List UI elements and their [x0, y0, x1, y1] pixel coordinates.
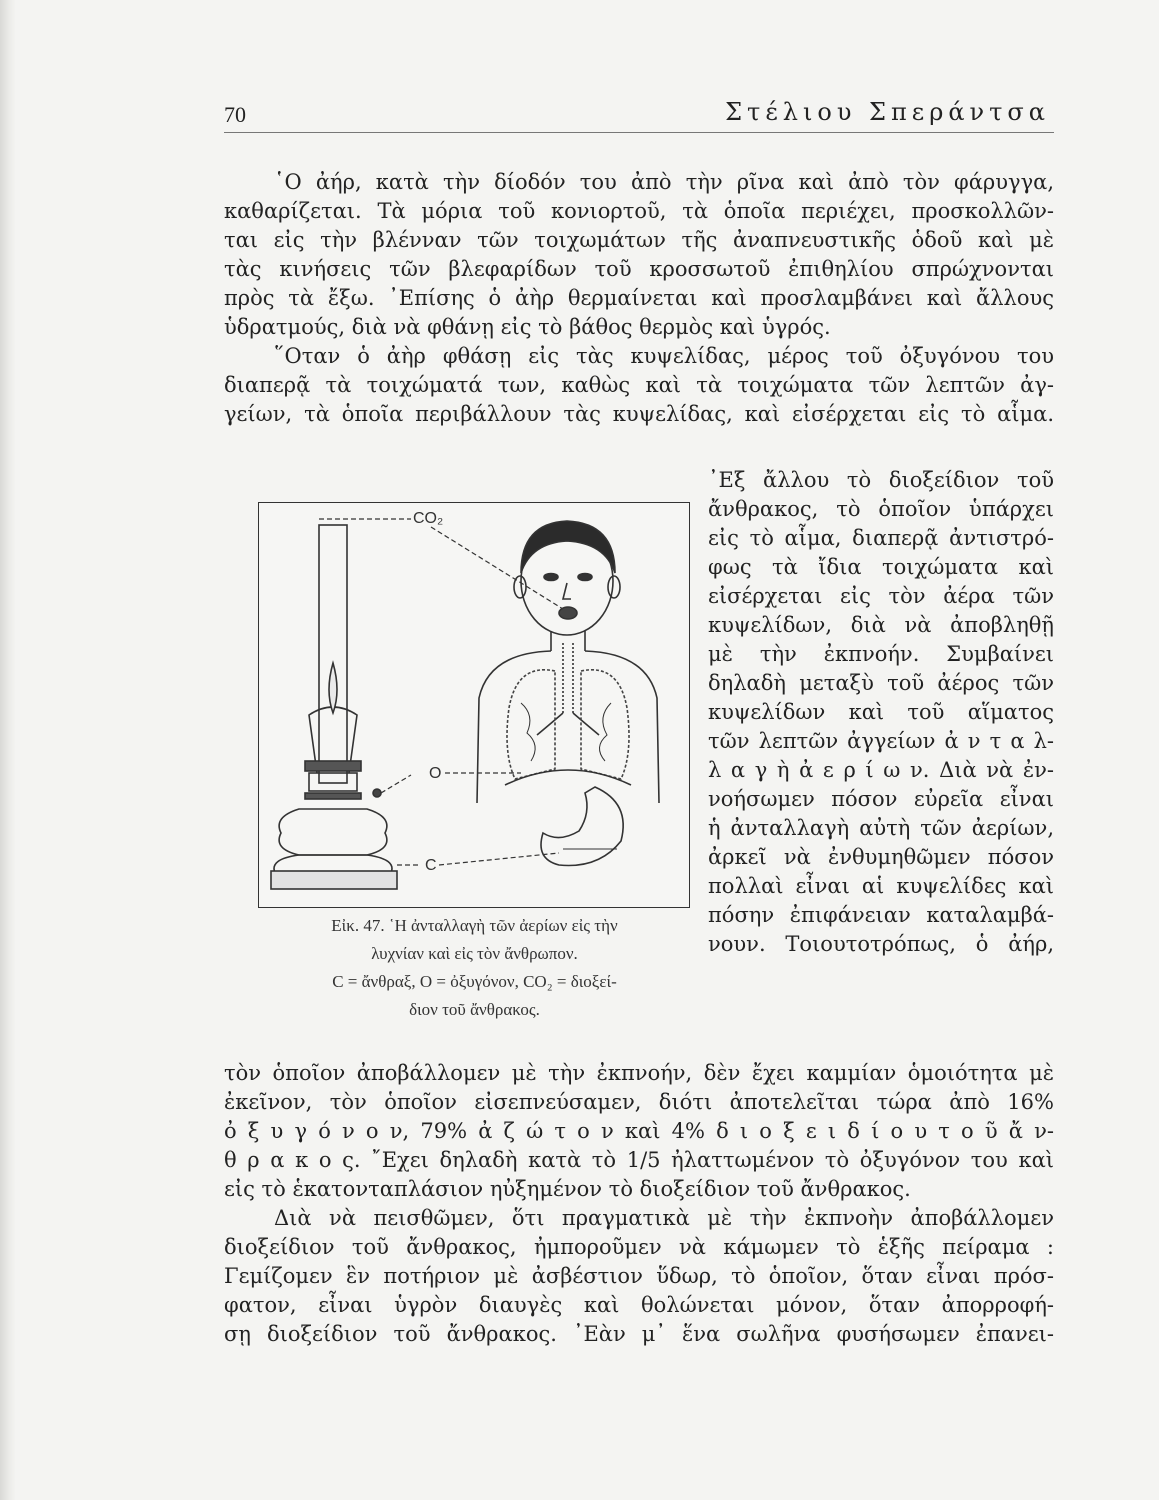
column-line: κυψελίδων καὶ τοῦ αἵματος — [708, 700, 1054, 724]
text-line: διαπερᾷ τὰ τοιχώματά των, καθὼς καὶ τὰ τοιχώματα τῶν λεπτῶν ἀγ- — [224, 373, 1054, 397]
text-line: φατον, εἶναι ὑγρὸν διαυγὲς καὶ θολώνεται μόνον, ὅταν ἀπορροφή- — [224, 1293, 1054, 1317]
text-line: θ ρ α κ ο ς. ῎Εχει δηλαδὴ κατὰ τὸ 1/5 ἠλαττωμένον τὸ ὀξυγόνον του καὶ — [224, 1148, 1054, 1172]
column-line: νοήσωμεν πόσον εὐρεῖα εἶναι — [708, 787, 1054, 811]
boy-eye-right — [578, 574, 592, 581]
text-line: ὑδρατμούς, διὰ νὰ φθάνῃ εἰς τὸ βάθος θερμὸς καὶ ὑγρός. — [224, 315, 831, 339]
column-line: μὲ τὴν ἐκπνοήν. Συμβαίνει — [708, 642, 1054, 666]
top-paragraphs — [224, 168, 1054, 429]
label-co2: CO₂ — [413, 510, 444, 527]
text-line: εἰς τὸ ἑκατονταπλάσιον ηὐξημένον τὸ διοξείδιον τοῦ ἄνθρακος. — [224, 1177, 911, 1201]
trachea — [563, 643, 573, 713]
text-line: διοξείδιον τοῦ ἄνθρακος, ἠμποροῦμεν νὰ κάμωμεν τὸ ἑξῆς πείραμα : — [224, 1235, 1054, 1259]
caption-line: λυχνίαν καὶ εἰς τὸν ἄνθρωπον. — [371, 944, 578, 963]
column-line: πόσην ἐπιφάνειαν καταλαμβά- — [708, 903, 1054, 927]
text-line: Γεμίζομεν ἓν ποτήριον μὲ ἀσβέστιον ὕδωρ, τὸ ὁποῖον, ὅταν εἶναι πρόσ- — [224, 1264, 1054, 1288]
running-header — [224, 96, 1054, 133]
lamp-burner — [309, 773, 357, 791]
column-line: εἰς τὸ αἷμα, διαπερᾷ ἀντιστρό- — [708, 526, 1054, 550]
column-line: πολλαὶ εἶναι αἱ κυψελίδες καὶ — [708, 874, 1054, 898]
lung-left — [507, 670, 555, 779]
figure-gas-exchange — [258, 502, 690, 908]
lamp-burner-ring — [305, 761, 361, 771]
column-line: τῶν λεπτῶν ἀγγείων ἀ ν τ α λ- — [708, 729, 1054, 753]
text-line: Διὰ νὰ πεισθῶμεν, ὅτι πραγματικὰ μὲ τὴν ἐκπνοὴν ἀποβάλλομεν — [274, 1206, 1054, 1230]
text-line: καθαρίζεται. Τὰ μόρια τοῦ κονιορτοῦ, τὰ ὁποῖα περιέχει, προσκολλῶν- — [224, 199, 1054, 223]
text-line: πρὸς τὰ ἔξω. ᾿Επίσης ὁ ἀὴρ θερμαίνεται καὶ προσλαμβάνει καὶ ἄλλους — [224, 286, 1054, 310]
caption-line: C = ἄνθραξ, O = ὀξυγόνον, CO₂ = διοξεί- — [332, 972, 617, 991]
caption-line: Εἰκ. 47. ῾Η ἀνταλλαγὴ τῶν ἀερίων εἰς τὴν — [331, 916, 618, 935]
column-line: ἡ ἀνταλλαγὴ αὐτὴ τῶν ἀερίων, — [708, 816, 1054, 840]
bottom-paragraphs — [224, 1059, 1054, 1349]
column-line: δηλαδὴ μεταξὺ τοῦ ἀέρος τῶν — [708, 671, 1054, 695]
column-line: λ α γ ὴ ἀ ε ρ ί ω ν. Διὰ νὰ ἐν- — [708, 758, 1054, 782]
text-line: τὰς κινήσεις τῶν βλεφαρίδων τοῦ κροσσωτοῦ ἐπιθηλίου σπρώχνονται — [224, 257, 1054, 281]
boy-ear-right — [608, 576, 620, 598]
boy-eye-left — [544, 574, 558, 581]
column-line: ἄνθρακος, τὸ ὁποῖον ὑπάρχει — [708, 497, 1054, 521]
boy-torso — [477, 651, 659, 803]
page-number: 70 — [224, 102, 246, 127]
column-line: ᾿Εξ ἄλλου τὸ διοξείδιον τοῦ — [708, 468, 1054, 492]
caption-line: διον τοῦ ἄνθρακος. — [409, 1000, 540, 1019]
lamp-base — [271, 871, 397, 889]
lamp-knob — [373, 789, 381, 797]
figure-illustration — [259, 503, 689, 907]
binding-edge — [0, 0, 16, 1500]
lamp-reservoir — [279, 809, 387, 855]
text-line: ῞Οταν ὁ ἀὴρ φθάσῃ εἰς τὰς κυψελίδας, μέρος τοῦ ὀξυγόνου του — [274, 344, 1054, 368]
bronchi — [537, 713, 599, 735]
column-line: νουν. Τοιουτοτρόπως, ὁ ἀήρ, — [708, 932, 1054, 956]
label-oxygen: O — [429, 765, 442, 782]
text-line: ται εἰς τὴν βλένναν τῶν τοιχωμάτων τῆς ἀναπνευστικῆς ὁδοῦ καὶ μὲ — [224, 228, 1054, 252]
lung-branches — [521, 703, 611, 761]
running-title: Στέλιου Σπεράντσα — [725, 98, 1050, 126]
column-line: εἰσέρχεται εἰς τὸν ἀέρα τῶν — [708, 584, 1054, 608]
lamp-flame — [329, 663, 337, 713]
text-line: τὸν ὁποῖον ἀποβάλλομεν μὲ τὴν ἐκπνοήν, δὲν ἔχει καμμίαν ὁμοιότητα μὲ — [224, 1061, 1054, 1085]
text-line: ἐκεῖνον, τὸν ὁποῖον εἰσεπνεύσαμεν, διότι ἀποτελεῖται τώρα ἀπὸ 16% — [224, 1090, 1054, 1114]
c-line-boy — [439, 853, 559, 865]
text-line: ὀ ξ υ γ ό ν ο ν, 79% ἀ ζ ώ τ ο ν καὶ 4% δ ι ο ξ ε ι δ ί ο υ τ ο ῦ ἄ ν- — [224, 1119, 1054, 1143]
lung-right — [581, 670, 629, 779]
text-line: ῾Ο ἀήρ, κατὰ τὴν δίοδόν του ἀπὸ τὴν ρῖνα καὶ ἀπὸ τὸν φάρυγγα, — [274, 170, 1054, 194]
figure-caption — [252, 912, 697, 1024]
text-line: σῃ διοξείδιον τοῦ ἄνθρακος. ᾿Εὰν μ᾿ ἕνα σωλῆνα φυσήσωμεν ἐπανει- — [224, 1322, 1054, 1346]
diaphragm — [505, 770, 631, 785]
boy-hair — [521, 521, 615, 573]
o-line-lamp — [381, 775, 411, 793]
column-line: ἀρκεῖ νὰ ἐνθυμηθῶμεν πόσον — [708, 845, 1054, 869]
lamp-collar — [305, 793, 361, 799]
label-carbon: C — [425, 857, 437, 874]
boy-nose — [563, 583, 571, 599]
column-line: φως τὰ ἴδια τοιχώματα καὶ — [708, 555, 1054, 579]
lamp-chimney — [319, 525, 347, 783]
column-line: κυψελίδων, διὰ νὰ ἀποβληθῇ — [708, 613, 1054, 637]
side-column-text — [708, 466, 1054, 959]
text-line: γείων, τὰ ὁποῖα περιβάλλουν τὰς κυψελίδας, καὶ εἰσέρχεται εἰς τὸ αἷμα. — [224, 402, 1054, 426]
